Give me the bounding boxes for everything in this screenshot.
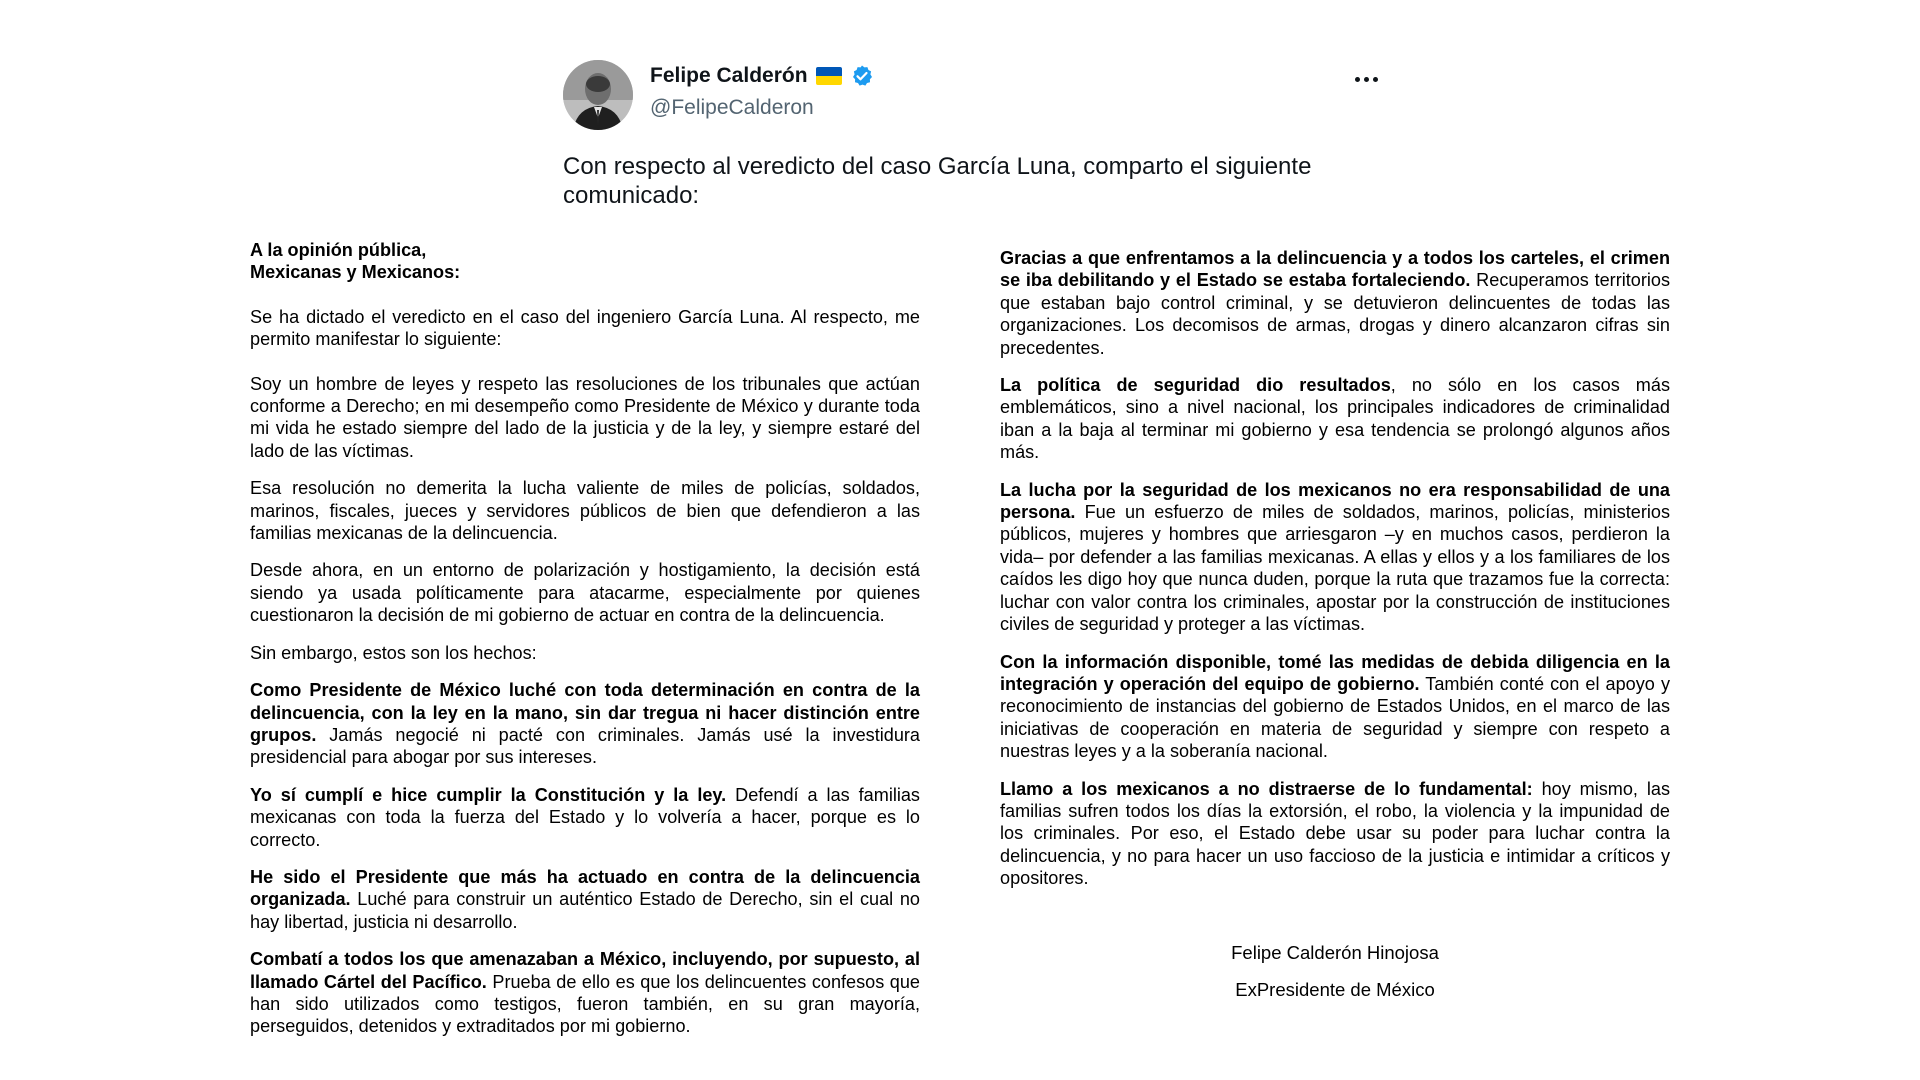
verified-badge-icon[interactable]: [850, 64, 874, 88]
document-paragraph: Llamo a los mexicanos a no distraerse de lo fundamental: hoy mismo, las familias sufren todos los días la extorsión, el robo, la violencia y la impunidad de los criminales. Por eso, el Estado debe usar su poder para luchar contra la delincuencia, y no para hacer un uso faccioso de la justicia e intimidar a críticos y opositores.: [1000, 778, 1670, 889]
document-paragraph: La lucha por la seguridad de los mexicanos no era responsabilidad de una persona. Fue un esfuerzo de miles de soldados, marinos, policías, ministerios públicos, mujeres y hombres que arriesgaron –y en muchos casos, perdieron la vida– por defender a las familias mexicanas. A ellas y ellos y a los familiares de los caídos les digo hoy que nunca duden, porque la ruta que trazamos fue la correcta: luchar con valor contra los criminales, apostar por la construcción de instituciones civiles de seguridad y proteger a las víctimas.: [1000, 479, 1670, 635]
greeting-line-1: A la opinión pública,: [250, 240, 427, 260]
avatar[interactable]: [563, 60, 633, 130]
document-paragraph: Desde ahora, en un entorno de polarización y hostigamiento, la decisión está siendo ya usada políticamente para atacarme, especialmente por quienes cuestionaron la decisión de mi gobierno de actuar en contra de la delincuencia.: [250, 560, 920, 626]
document-paragraph: Combatí a todos los que amenazaban a México, incluyendo, por supuesto, al llamado Cártel del Pacífico. Prueba de ello es que los delincuentes confesos que han sido utilizados como testigos, fueron también, en su gran mayoría, perseguidos, detenidos y extraditados por mi gobierno.: [250, 949, 920, 1037]
tweet-text: Con respecto al veredicto del caso García Luna, comparto el siguiente comunicado:: [563, 153, 1312, 209]
document-paragraph: Como Presidente de México luché con toda determinación en contra de la delincuencia, con la ley en la mano, sin dar tregua ni hacer distinción entre grupos. Jamás negocié ni pacté con criminales. Jamás usé la investidura presidencial para abogar por sus intereses.: [250, 680, 920, 768]
avatar-photo: [563, 60, 633, 130]
author-name-row[interactable]: [650, 64, 874, 88]
document-paragraph: Esa resolución no demerita la lucha valiente de miles de policías, soldados, marinos, fiscales, jueces y servidores públicos de bien que defendieron a las familias mexicanas de la delincuencia.: [250, 478, 920, 544]
document-paragraph: Soy un hombre de leyes y respeto las resoluciones de los tribunales que actúan conforme a Derecho; en mi desempeño como Presidente de México y durante toda mi vida he estado siempre del lado de la justicia y de la ley, y siempre estaré del lado de las víctimas.: [250, 373, 920, 461]
document-right-column: [1000, 247, 1670, 890]
document-paragraph: Yo sí cumplí e hice cumplir la Constitución y la ley. Defendí a las familias mexicanas con toda la fuerza del Estado y lo volvería a hacer, porque es lo correcto.: [250, 784, 920, 850]
author-name[interactable]: Felipe Calderón: [650, 64, 808, 87]
document-paragraph: Se ha dictado el veredicto en el caso del ingeniero García Luna. Al respecto, me permito manifestar lo siguiente:: [250, 306, 920, 350]
greeting-line-2: Mexicanas y Mexicanos:: [250, 262, 461, 283]
author-handle[interactable]: @FelipeCalderon: [650, 96, 814, 119]
document-paragraph: La política de seguridad dio resultados, no sólo en los casos más emblemáticos, sino a nivel nacional, los principales indicadores de criminalidad iban a la baja al terminar mi gobierno y esa tendencia se prolongó algunos años más.: [1000, 375, 1670, 463]
document-paragraph: Gracias a que enfrentamos a la delincuencia y a todos los carteles, el crimen se iba debilitando y el Estado se estaba fortaleciendo. Recuperamos territorios que estaban bajo control criminal, y se detuvieron delincuentes de todas las organizaciones. Los decomisos de armas, drogas y dinero alcanzaron cifras sin precedentes.: [1000, 248, 1670, 358]
document-left-column: [250, 239, 920, 1038]
document-paragraph: He sido el Presidente que más ha actuado en contra de la delincuencia organizada. Luché para construir un auténtico Estado de Derecho, sin el cual no hay libertad, justicia ni desarrollo.: [250, 866, 920, 932]
signature-title: ExPresidente de México: [1235, 979, 1435, 1000]
signature-name: Felipe Calderón Hinojosa: [1231, 942, 1439, 963]
document-paragraph: Con la información disponible, tomé las medidas de debida diligencia en la integración y operación del equipo de gobierno. También conté con el apoyo y reconocimiento de instancias del gobierno de Estados Unidos, en el marco de las iniciativas de cooperación en materia de seguridad y siempre con respeto a nuestras leyes y a la soberanía nacional.: [1000, 651, 1670, 762]
ukraine-flag-icon: [816, 67, 842, 85]
document-paragraph: Sin embargo, estos son los hechos:: [250, 642, 537, 663]
more-options-icon[interactable]: [1348, 66, 1384, 92]
